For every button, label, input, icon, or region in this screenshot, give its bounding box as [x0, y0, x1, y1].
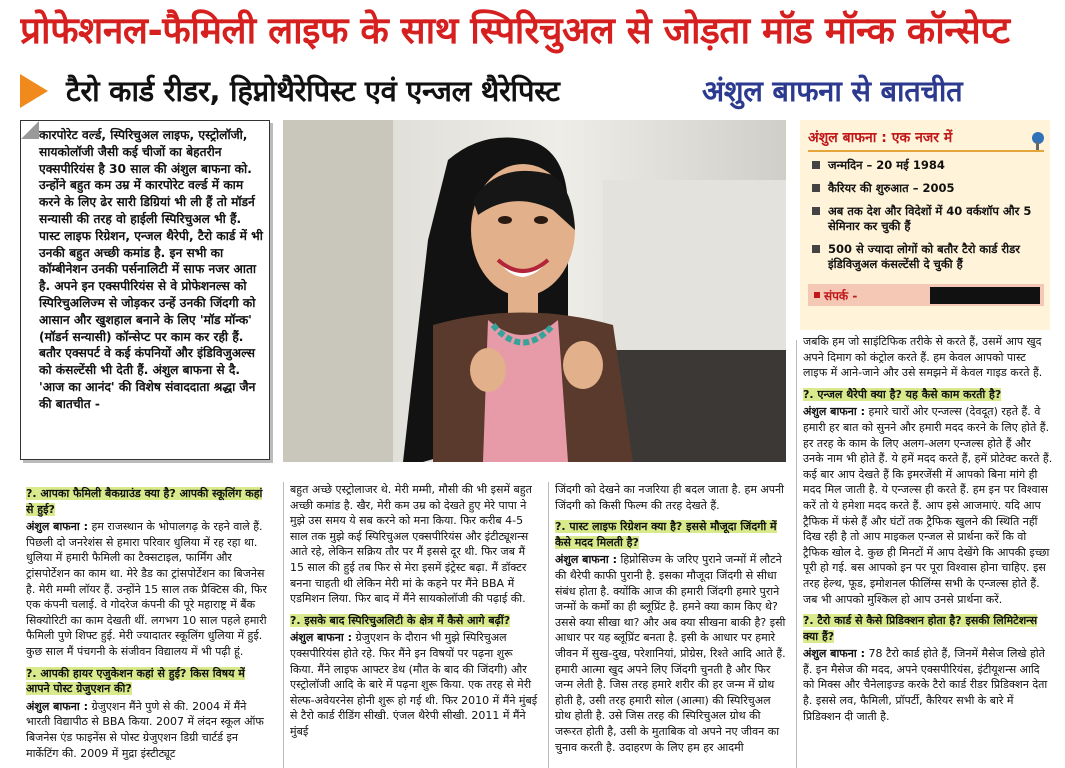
- answer-text: हमारे चारों ओर एन्जल्स (देवदूत) रहते हैं. वे हमारी हर बात को सुनने और हमारी मदद करने के लिए होते हैं. हर तरह के काम के लिए अलग-अलग एन्जल्स होते हैं और उनके नाम भी होते हैं. ये हमें मदद करते हैं, हमें प्रोटेक्ट करते हैं. कई बार आप देखते हैं कि इमरजेंसी में आपको बिना मांगे ही मदद मिल जाती है. ये एन्जल्स ही करते हैं. हम इन पर विश्वास करें तो ये हमेशा मदद करते हैं. आप इसे आजमाएं. यदि आप ट्रैफिक में फंसे हैं और घंटों तक ट्रैफिक खुलने की स्थिति नहीं दिख रही है तो आप माइकल एन्जल से प्रार्थना करें कि वो ट्रैफिक खोल दे. कुछ ही मिनटों में आप देखेंगे कि आपकी इच्छा पूरी हो गई. बस आपको इन पर पूरा विश्वास होना चाहिए. इस तरह हेल्थ, फूड, इमोशनल फीलिंग्स सभी के एन्जल्स होते हैं. जब भी आपको मुश्किल हो आप उनसे प्रार्थना करें.: [803, 405, 1053, 606]
- fact-item: [812, 204, 1042, 234]
- column-divider: [548, 482, 549, 768]
- paragraph: जिंदगी को देखने का नजरिया ही बदल जाता है. हम अपनी जिंदगी को किसी फिल्म की तरह देखते हैं.: [555, 483, 785, 512]
- intro-box: [20, 120, 270, 460]
- answer-label: अंशुल बाफना :: [290, 631, 352, 645]
- answer-text: हिप्नोसिज्म के जरिए पुराने जन्मों में लौटने की थैरेपी काफी पुरानी है. इसका मौजूदा जिंदगी से सीधा संबंध होता है. क्योंकि आज की हमारी जिंदगी हमारे पुराने जन्मों के कर्मों का ही ब्लूप्रिंट है. हमने क्या काम किए थे? उससे क्या सीखा था? और अब क्या सीखना बाकी है? इसी आधार पर यह ब्लूप्रिंट बनता है. इसी के आधार पर हमारे जीवन में सुख-दुख, परेशानियां, प्रोग्रेस, रिश्ते आदि आते हैं. हमारी आत्मा खुद अपने लिए जिंदगी चुनती है और फिर जन्म लेती है. जिस तरह हमारे शरीर की हर जन्म में ग्रोथ होती है, उसी तरह हमारी सोल (आत्मा) की स्पिरिचुअल ग्रोथ होती है. उसे जिस तरह की स्पिरिचुअल ग्रोथ की जरूरत होती है, उसी के मुताबिक वो अपने नए जीवन का चुनाव करती है. उदाहरण के लिए हम हर आदमी: [555, 553, 786, 754]
- square-bullet-icon: [812, 207, 820, 215]
- redacted-contact: [930, 287, 1040, 304]
- answer-text: 78 टैरो कार्ड होते हैं, जिनमें मैसेज लिखे होते हैं. इन मैसेज की मदद, अपने एक्सपीरियंस, इंटीयूशन्स आदि को मिक्स और चैनेलाइज्ड करके टैरो कार्ड रीडर प्रिडिक्शन देता है. इससे लव, फैमिली, प्रॉपर्टी, कैरियर सभी के बारे में प्रिडिक्शन दी जाती है.: [803, 647, 1048, 723]
- answer-text: ग्रेजुएशन के दौरान भी मुझे स्पिरिचुअल एक्सपीरियंस होते रहे. फिर मैंने इन विषयों पर पढ़ना शुरू किया. मैंने लाइफ आफ्टर डेथ (मौत के बाद की जिंदगी) और एस्ट्रोलॉजी आदि के बारे में पढ़ना शुरू किया. एक तरह से मेरी सेल्फ-अवेयरनेस होनी शुरू हो गई थी. फिर 2010 में मैंने मुंबई से टैरो कार्ड रीडिंग सीखी. एंजल थैरेपी सीखी. 2011 में मैंने मुंबई: [290, 631, 538, 738]
- question-heading: ?. एन्जल थैरेपी क्या है? यह कैसे काम करती है?: [803, 387, 1002, 401]
- article-column-4: [803, 334, 1053, 768]
- paragraph: बहुत अच्छे एस्ट्रोलाजर थे. मेरी मम्मी, मौसी की भी इसमें बहुत अच्छी कमांड है. खैर, मेरी कम उम्र को देखते हुए मेरे पापा ने मुझे उस समय ये सब करने को मना किया. फिर करीब 4-5 साल तक मुझे कई स्पिरिचुअल एक्सपीरियंस और इंटीट्यूशन्स आते रहे, लेकिन सक्रिय तौर पर मैं इससे दूर थी. फिर जब मैं 15 साल की हुई तब फिर से मेरा इसमें इंट्रेस्ट बढ़ा. मैं डॉक्टर बनना चाहती थी लेकिन मेरी मां के कहने पर मैंने BBA में एडमिशन लिया. फिर बाद में मैंने सायकोलॉजी की पढ़ाई की.: [290, 483, 532, 606]
- question-heading: ?. आपका फैमिली बैकग्राउंड क्या है? आपकी स्कूलिंग कहां से हुई?: [26, 487, 263, 516]
- column-divider: [283, 482, 284, 768]
- question-heading: ?. इसके बाद स्पिरिचुअलिटी के क्षेत्र में कैसे आगे बढ़ीं?: [290, 613, 511, 627]
- question-heading: ?. पास्ट लाइफ रिग्रेशन क्या है? इससे मौजूदा जिंदगी में कैसे मदद मिलती है?: [555, 520, 777, 549]
- question-heading: ?. आपकी हायर एजुकेशन कहां से हुई? किस विषय में आपने पोस्ट ग्रेजुएशन की?: [26, 666, 245, 696]
- subheadline-interviewee: अंशुल बाफना से बातचीत: [702, 74, 963, 108]
- fact-item: [812, 181, 1042, 196]
- page-fold-icon: [21, 121, 39, 139]
- fact-text: जन्मदिन – 20 मई 1984: [828, 158, 945, 172]
- intro-text: कारपोरेट वर्ल्ड, स्पिरिचुअल लाइफ, एस्ट्रोलॉजी, सायकोलॉजी जैसी कई चीजों का बेहतरीन एक्सपीरियंस है 30 साल की अंशुल बाफना को. उन्होंने बहुत कम उम्र में कारपोरेट वर्ल्ड में काम करने के लिए ढेर सारी डिग्रियां भी ली हैं तो मॉडर्न सन्यासी की तरह वो हाईली स्पिरिचुअल भी हैं. पास्ट लाइफ रिग्रेशन, एन्जल थैरेपी, टैरो कार्ड में भी उनकी बहुत अच्छी कमांड है. इन सभी का कॉम्बीनेशन उनकी पर्सनालिटी में साफ नजर आता है. अपने इन एक्सपीरियंस से वे प्रोफेशनल्स को स्पिरिचुअलिज्म से जोड़कर उन्हें उनकी जिंदगी को आसान और खुशहाल बनाने के लिए 'मॉड मॉन्क' (मॉडर्न सन्यासी) कॉन्सेप्ट पर काम कर रही हैं. बतौर एक्सपर्ट वे कई कंपनियों और इंडिविजुअल्स को कंसल्टेंसी भी देती हैं. अंशुल बाफना से दै. 'आज का आनंद' की विशेष संवाददाता श्रद्धा जैन की बातचीत -: [39, 128, 263, 411]
- fact-text: अब तक देश और विदेशों में 40 वर्कशॉप और 5 सेमिनार कर चुकी हैं: [828, 204, 1032, 233]
- at-a-glance-title: अंशुल बाफना : एक नजर में: [808, 130, 953, 146]
- square-bullet-icon: [812, 184, 820, 192]
- arrow-icon: [20, 74, 48, 108]
- headline: प्रोफेशनल-फैमिली लाइफ के साथ स्पिरिचुअल से जोड़ता मॉड मॉन्क कॉन्सेप्ट: [20, 9, 1010, 52]
- fact-list: [812, 158, 1042, 280]
- answer-label: अंशुल बाफना :: [803, 405, 865, 419]
- portrait-photo: [283, 120, 786, 462]
- article-column-3: [555, 482, 790, 768]
- paragraph: जबकि हम जो साइंटिफिक तरीके से करते हैं, उसमें आप खुद अपने दिमाग को कंट्रोल करते हैं. हम केवल आपको पास्ट लाइफ में आने-जाने और उसे समझने में केवल गाइड करते हैं.: [803, 335, 1043, 380]
- subheadline: [20, 68, 1060, 114]
- square-bullet-icon: [812, 245, 820, 253]
- contact-label: संपर्क -: [824, 289, 858, 303]
- square-bullet-icon: [812, 161, 820, 169]
- fact-text: 500 से ज्यादा लोगों को बतौर टैरो कार्ड रीडर इंडिविजुअल कंसल्टेंसी दे चुकी हैं: [828, 242, 1020, 271]
- article-column-1: [26, 482, 271, 768]
- portrait-illustration: [283, 120, 786, 462]
- answer-label: अंशुल बाफना :: [26, 699, 88, 713]
- column-divider: [796, 340, 797, 768]
- article-column-2: [290, 482, 540, 768]
- fact-item: [812, 158, 1042, 173]
- subheadline-title: टैरो कार्ड रीडर, हिप्नोथैरेपिस्ट एवं एन्जल थैरेपिस्ट: [66, 74, 560, 108]
- answer-label: अंशुल बाफना :: [26, 520, 88, 534]
- answer-label: अंशुल बाफना :: [803, 647, 865, 661]
- question-heading: ?. टैरो कार्ड से कैसे प्रिडिक्शन होता है? इसकी लिमिटेशन्स क्या हैं?: [803, 614, 1038, 643]
- square-bullet-icon: [814, 292, 820, 298]
- answer-text: ग्रेजुएशन मैंने पुणे से की. 2004 में मैंने भारती विद्यापीठ से BBA किया. 2007 में लंदन स्कूल ऑफ बिजनेस एंड फाइनेंस से पोस्ट ग्रेजुएशन डिग्री चार्टर्ड इन मार्केटिंग की. 2009 में मुद्रा इंस्टीट्यूट: [26, 699, 264, 760]
- fact-item: [812, 242, 1042, 272]
- answer-text: हम राजस्थान के भोपालगढ़ के रहने वाले हैं. पिछली दो जनरेशंस से हमारा परिवार धुलिया में रह रहा था. धुलिया में हमारी फैमिली का टैक्सटाइल, फार्मिंग और ट्रांसपोर्टेशन का काम था. मेरे डैड का ट्रांसपोर्टेशन का बिजनेस है. मेरी मम्मी लॉयर हैं. उन्होंने 15 साल तक प्रैक्टिस की, फिर एक कंपनी चलाई. वे गोदरेज कंपनी की पूरे महाराष्ट्र में बैंक सिक्योरिटी का काम देखती थीं. लगभग 10 साल पहले हमारी फैमिली पुणे शिफ्ट हुई. मेरी ज्यादातर स्कूलिंग धुलिया में हुई. कुछ साल मैं पंचगनी के संजीवन विद्यालय में भी पढ़ी हूं.: [26, 520, 267, 658]
- contact-bar: [808, 284, 1044, 306]
- answer-label: अंशुल बाफना :: [555, 553, 617, 567]
- at-a-glance-box: [800, 120, 1050, 330]
- divider: [808, 150, 1044, 152]
- fact-text: कैरियर की शुरुआत – 2005: [828, 181, 955, 195]
- pushpin-icon: [1032, 132, 1044, 144]
